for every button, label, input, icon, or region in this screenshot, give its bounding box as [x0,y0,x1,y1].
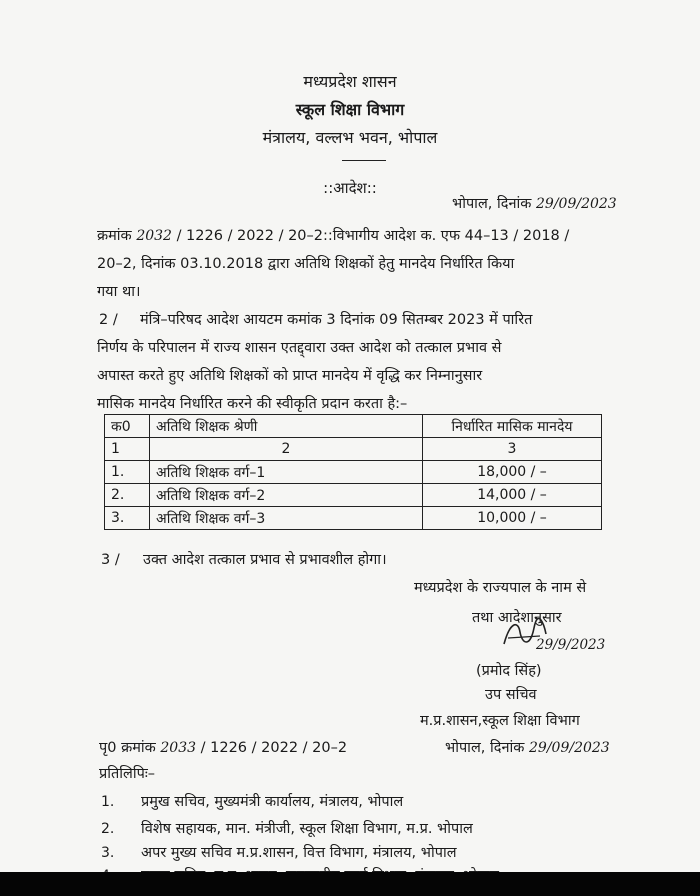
order-title: ::आदेश:: [323,179,377,197]
row-category: अतिथि शिक्षक वर्ग–3 [150,507,423,530]
signature-line2: तथा आदेशानुसार [472,610,562,626]
order-ref-text: / 1226 / 2022 / 20–2::विभागीय आदेश क. एफ 44–13 / 2018 / [176,228,570,244]
row-category: अतिथि शिक्षक वर्ग–1 [150,461,423,484]
signature-date: 29/9/2023 [536,637,606,653]
endorsement-handwritten-date: 29/09/2023 [529,740,610,756]
para2-line1: मंत्रि–परिषद आदेश आयटम कमांक 3 दिनांक 09 सितम्बर 2023 में पारित [140,312,533,328]
copy-item: अपर मुख्य सचिव म.प्र.शासन, वित्त विभाग, मंत्रालय, भोपाल [141,845,457,861]
table-row [105,461,602,484]
para2-line4: मासिक मानदेय निर्धारित करने की स्वीकृति प्रदान करता है:– [97,396,408,412]
endorsement-date-label: भोपाल, दिनांक [445,740,525,756]
department-heading: स्कूल शिक्षा विभाग [295,100,405,119]
row-category: अतिथि शिक्षक वर्ग–2 [150,484,423,507]
endorsement-ref-text: / 1226 / 2022 / 20–2 [200,740,348,756]
row-amount: 10,000 / – [423,507,602,530]
table-row [105,507,602,530]
table-header-row [105,415,602,438]
row-serial: 3. [105,507,150,530]
row-amount: 18,000 / – [423,461,602,484]
copy-item: विशेष सहायक, मान. मंत्रीजी, स्कूल शिक्षा विभाग, म.प्र. भोपाल [141,821,473,837]
government-heading: मध्यप्रदेश शासन [303,72,397,91]
dateline [452,190,617,218]
copy-item-number: 1. [101,794,115,810]
copy-to-label: प्रतिलिपिः– [99,766,156,782]
bottom-black-bar [0,872,700,896]
copy-item-number: 2. [101,821,115,837]
row-serial: 2. [105,484,150,507]
order-ref-line1 [97,222,569,250]
honorarium-table [104,414,602,530]
address-heading: मंत्रालय, वल्लभ भवन, भोपाल [262,128,438,147]
colnum-3: 3 [423,438,602,461]
signature-line1: मध्यप्रदेश के राज्यपाल के नाम से [414,580,587,596]
handwritten-order-number: 2032 [136,228,172,244]
header-category: अतिथि शिक्षक श्रेणी [150,415,423,438]
signatory-designation: उप सचिव [485,687,537,703]
endorsement-ref [99,734,347,762]
endorsement-label: पृ0 क्रमांक [99,740,156,756]
copy-item-number: 3. [101,845,115,861]
para3-text: उक्त आदेश तत्काल प्रभाव से प्रभावशील होगा। [143,552,387,568]
order-ref-label: क्रमांक [97,228,132,244]
handwritten-date: 29/09/2023 [536,196,617,212]
para3-number: 3 / [101,552,120,568]
copy-item: प्रमुख सचिव, मुख्यमंत्री कार्यालय, मंत्रालय, भोपाल [141,794,404,810]
handwritten-endorsement-number: 2033 [160,740,197,756]
para2-line3: अपास्त करते हुए अतिथि शिक्षकों को प्राप्त मानदेय में वृद्धि कर निम्नानुसार [97,368,483,384]
row-serial: 1. [105,461,150,484]
order-ref-line2: 20–2, दिनांक 03.10.2018 द्वारा अतिथि शिक्षकों हेतु मानदेय निर्धारित किया [97,256,515,272]
header-amount: निर्धारित मासिक मानदेय [423,415,602,438]
table-colnum-row [105,438,602,461]
endorsement-dateline [445,734,610,762]
signatory-name: (प्रमोद सिंह) [476,663,542,679]
order-ref-line3: गया था। [97,284,141,300]
table-row [105,484,602,507]
para2-number: 2 / [99,312,118,328]
colnum-1: 1 [105,438,150,461]
header-serial: क0 [105,415,150,438]
row-amount: 14,000 / – [423,484,602,507]
dateline-label: भोपाल, दिनांक [452,196,532,212]
header-divider [342,160,386,161]
para2-line2: निर्णय के परिपालन में राज्य शासन एतद्द्वारा उक्त आदेश को तत्काल प्रभाव से [97,340,502,356]
colnum-2: 2 [150,438,423,461]
signatory-office: म.प्र.शासन,स्कूल शिक्षा विभाग [420,713,580,729]
